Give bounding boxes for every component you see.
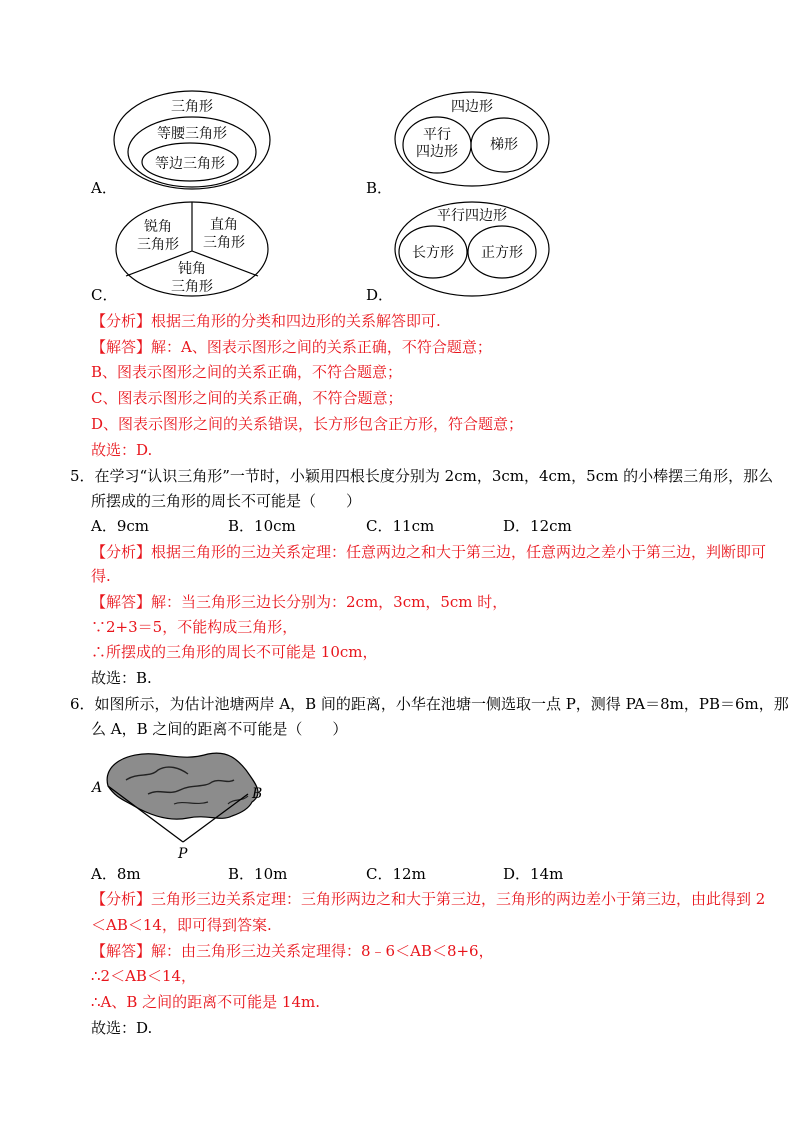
point-p-label: P <box>178 846 188 862</box>
pond-shape <box>107 753 258 819</box>
q6-analysis-1: 【分析】三角形三边关系定理：三角形两边之和大于第三边，三角形的两边差小于第三边，由此得到 2 <box>91 890 766 908</box>
q6-stem-1: 6．如图所示，为估计池塘两岸 A，B 间的距离，小华在池塘一侧选取一点 P，测得 PA＝8m，PB＝6m，那 <box>70 695 789 713</box>
q5-analysis-2: 得. <box>91 567 111 585</box>
label-quadrilateral: 四边形 <box>451 99 493 115</box>
q4-solution-b: B、图表示图形之间的关系正确，不符合题意； <box>91 363 403 381</box>
label-triangle: 三角形 <box>171 99 213 115</box>
point-a-label: A <box>92 780 103 796</box>
q6-stem-2: 么 A，B 之间的距离不可能是（ ） <box>91 720 348 738</box>
option-b-letter: B． <box>366 179 393 197</box>
label-parallelogram: 平行四边形 <box>437 208 507 224</box>
q5-solution-2: ∵2+3＝5，不能构成三角形， <box>91 618 298 636</box>
option-d-letter: D． <box>366 286 394 304</box>
q4-analysis: 【分析】根据三角形的分类和四边形的关系解答即可. <box>91 312 441 330</box>
label-obtuse-2: 三角形 <box>171 279 213 295</box>
label-trapezoid: 梯形 <box>490 137 518 153</box>
q5-option-a: A．9cm <box>91 517 150 535</box>
q6-solution-2: ∴2＜AB＜14， <box>91 967 197 985</box>
q6-option-d: D．14m <box>503 865 564 883</box>
q5-analysis-1: 【分析】根据三角形的三边关系定理：任意两边之和大于第三边，任意两边之差小于第三边，判断即可 <box>91 543 767 561</box>
label-obtuse-1: 钝角 <box>178 261 206 277</box>
label-isosceles: 等腰三角形 <box>157 126 227 142</box>
option-c-letter: C． <box>91 286 118 304</box>
q5-stem-1: 5．在学习“认识三角形”一节时，小颖用四根长度分别为 2cm，3cm，4cm，5cm 的小棒摆三角形，那么 <box>70 467 774 485</box>
label-square: 正方形 <box>481 245 523 261</box>
q6-solution-3: ∴A、B 之间的距离不可能是 14m. <box>91 993 321 1011</box>
q5-option-b: B．10cm <box>228 517 296 535</box>
q5-solution-3: ∴所摆成的三角形的周长不可能是 10cm， <box>91 643 378 661</box>
label-equilateral: 等边三角形 <box>155 156 225 172</box>
q5-stem-2: 所摆成的三角形的周长不可能是（ ） <box>91 492 362 510</box>
label-right-1: 直角 <box>210 217 238 233</box>
q6-option-b: B．10m <box>228 865 288 883</box>
q4-choice: 故选：D. <box>91 441 153 459</box>
option-a-figure <box>110 88 310 193</box>
option-d-figure <box>385 198 565 303</box>
q4-solution-a: 【解答】解：A、图表示图形之间的关系正确，不符合题意； <box>91 338 492 356</box>
q4-solution-c: C、图表示图形之间的关系正确，不符合题意； <box>91 389 403 407</box>
option-c-figure <box>110 198 280 303</box>
point-b-label: B <box>252 786 263 802</box>
q5-choice: 故选：B. <box>91 669 152 687</box>
q6-solution-1: 【解答】解：由三角形三边关系定理得：8﹣6＜AB＜8+6， <box>91 942 494 960</box>
label-right-2: 三角形 <box>203 235 245 251</box>
q5-option-c: C．11cm <box>366 517 435 535</box>
q6-analysis-2: ＜AB＜14，即可得到答案. <box>91 916 272 934</box>
label-parallel-1: 平行 <box>423 127 451 143</box>
q6-option-c: C．12m <box>366 865 426 883</box>
label-rectangle: 长方形 <box>412 245 454 261</box>
option-a-letter: A． <box>91 179 117 197</box>
q4-solution-d: D、图表示图形之间的关系错误，长方形包含正方形，符合题意； <box>91 415 524 433</box>
pond-figure <box>88 744 278 862</box>
q5-solution-1: 【解答】解：当三角形三边长分别为：2cm，3cm，5cm 时， <box>91 593 508 611</box>
q5-option-d: D．12cm <box>503 517 572 535</box>
option-b-figure <box>385 88 565 193</box>
q6-choice: 故选：D. <box>91 1019 153 1037</box>
label-parallel-2: 四边形 <box>416 144 458 160</box>
label-acute-2: 三角形 <box>137 237 179 253</box>
label-acute-1: 锐角 <box>144 219 172 235</box>
q6-option-a: A．8m <box>91 865 141 883</box>
